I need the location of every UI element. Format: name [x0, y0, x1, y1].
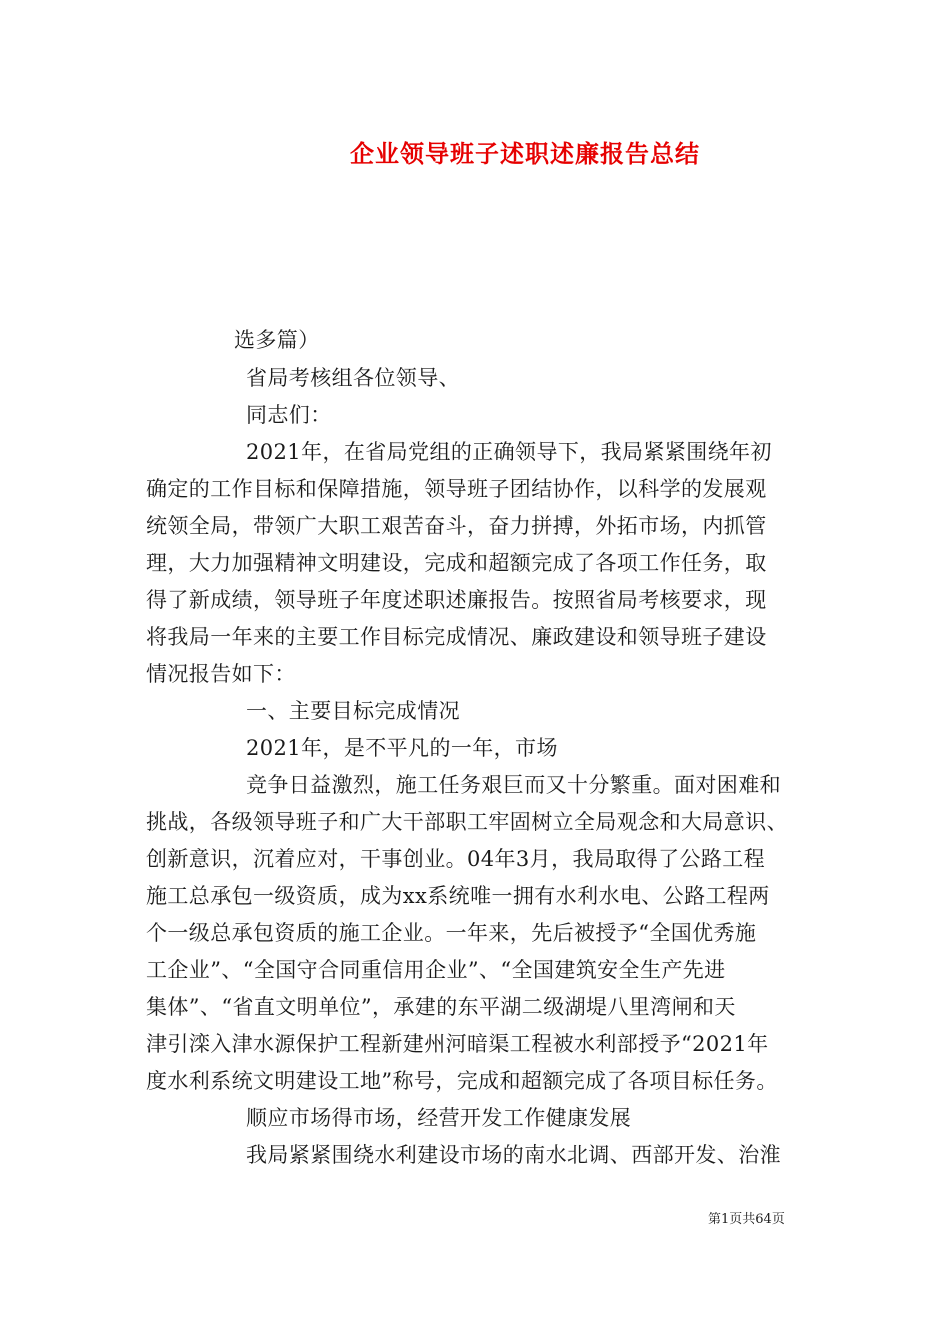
text-line: 我局紧紧围绕水利建设市场的南水北调、西部开发、治淮 — [246, 1143, 781, 1167]
text-line: 省局考核组各位领导、 — [246, 366, 460, 390]
text-line: 度水利系统文明建设工地”称号，完成和超额完成了各项目标任务。 — [146, 1069, 778, 1093]
text-line: 理，大力加强精神文明建设，完成和超额完成了各项工作任务，取 — [146, 551, 767, 575]
text-line: 得了新成绩，领导班子年度述职述廉报告。按照省局考核要求，现 — [146, 588, 767, 612]
text-line: 统领全局，带领广大职工艰苦奋斗，奋力拼搏，外拓市场，内抓管 — [146, 514, 767, 538]
text-line: 津引滦入津水源保护工程新建州河暗渠工程被水利部授予“2021年 — [146, 1032, 769, 1056]
text-line: 集体”、“省直文明单位”，承建的东平湖二级湖堤八里湾闸和天 — [146, 995, 736, 1019]
text-line: 2021年，在省局党组的正确领导下，我局紧紧围绕年初 — [246, 440, 772, 464]
text-line: 个一级总承包资质的施工企业。一年来，先后被授予“全国优秀施 — [146, 921, 757, 945]
text-line: 工企业”、“全国守合同重信用企业”、“全国建筑安全生产先进 — [146, 958, 726, 982]
text-line: 创新意识，沉着应对，干事创业。04年3月，我局取得了公路工程 — [146, 847, 766, 871]
text-line: 同志们： — [246, 403, 332, 427]
text-line: 竞争日益激烈，施工任务艰巨而又十分繁重。面对困难和 — [246, 773, 781, 797]
text-line: 2021年，是不平凡的一年，市场 — [246, 736, 558, 760]
text-line: 情况报告如下： — [146, 662, 296, 686]
document-title: 企业领导班子述职述廉报告总结 — [350, 139, 700, 168]
text-line: 挑战，各级领导班子和广大干部职工牢固树立全局观念和大局意识、 — [146, 810, 788, 834]
text-line: 一、主要目标完成情况 — [246, 699, 460, 723]
text-line: 顺应市场得市场，经营开发工作健康发展 — [246, 1106, 632, 1130]
text-line: 选多篇） — [234, 328, 320, 352]
text-line: 施工总承包一级资质，成为xx系统唯一拥有水利水电、公路工程两 — [146, 884, 770, 908]
text-line: 确定的工作目标和保障措施，领导班子团结协作，以科学的发展观 — [146, 477, 767, 501]
page-number: 第1页共64页 — [708, 1212, 785, 1227]
text-line: 将我局一年来的主要工作目标完成情况、廉政建设和领导班子建设 — [146, 625, 767, 649]
